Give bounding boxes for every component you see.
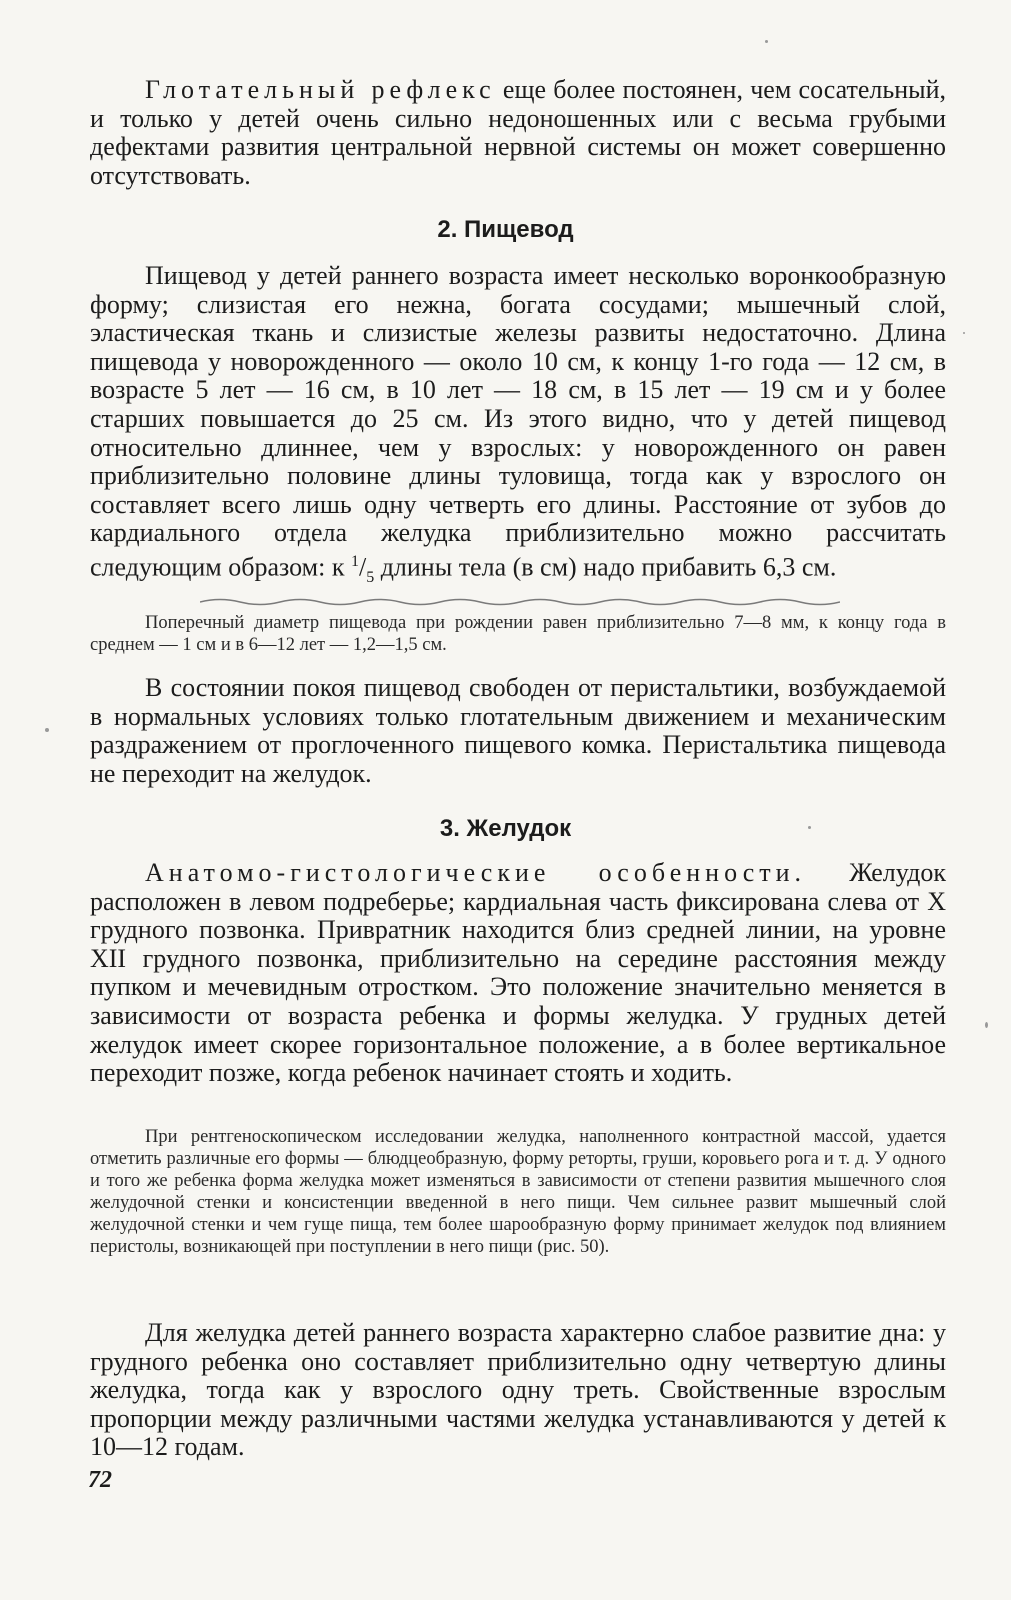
paragraph-stomach-fundus: Для желудка детей раннего возраста характерно слабое развитие дна: у грудного ребенка оно составляет приблизительно одну четвертую длины желудка, тогда как у взрослого одну треть. Свойственные взрослым пропорции между различными частями желудка устанавливаются у детей к 10—12 годам. — [90, 1318, 946, 1462]
scan-speck — [808, 826, 811, 829]
page-number: 72 — [88, 1467, 112, 1493]
spaced-emphasis: Глотательный рефлекс — [145, 75, 496, 104]
section-heading-esophagus: 2. Пищевод — [437, 216, 574, 243]
fraction-numerator: 1 — [350, 552, 359, 570]
paragraph-esophagus-peristalsis: В состоянии покоя пищевод свободен от перистальтики, возбуждаемой в нормальных условиях только глотательным движением и механическим раздражением от проглоченного пищевого комка. Перистальтика пищевода не переходит на желудок. — [90, 673, 946, 788]
paragraph-stomach-anatomy — [90, 859, 946, 1088]
paragraph-text: длины тела (в см) надо прибавить 6,3 см. — [374, 552, 837, 582]
paragraph-swallowing-reflex — [90, 76, 946, 190]
paragraph-text: еще более постоянен, чем сосательный, и только у детей очень сильно недоношенных или с весьма грубыми дефектами развития центральной нервной системы он может совершенно отсутствовать. — [90, 75, 946, 190]
note-esophagus-diameter: Поперечный диаметр пищевода при рождении равен приблизительно 7—8 мм, к концу года в среднем — 1 см и в 6—12 лет — 1,2—1,5 см. — [90, 613, 946, 655]
paragraph-text: Желудок расположен в левом подреберье; кардиальная часть фиксирована слева от X грудного позвонка. Привратник находится близ средней линии, на уровне XII грудного позвонка, приблизительно на середине расстояния между пупком и мечевидным отростком. Это положение значительно меняется в зависимости от возраста ребенка и формы желудка. У грудных детей желудок имеет скорее горизонтальное положение, а в более вертикальное переходит позже, когда ребенок начинает стоять и ходить. — [90, 858, 946, 1088]
wavy-underline — [200, 596, 840, 608]
scan-speck — [45, 728, 49, 732]
note-stomach-xray: При рентгеноскопическом исследовании желудка, наполненного контрастной массой, удается отметить различные его формы — блюдцеобразную, форму реторты, груши, коровьего рога и т. д. У одного и того же ребенка форма желудка может изменяться в зависимости от степени развития мышечного слоя желудочной стенки и консистенции введенной в него пищи. Чем сильнее развит мышечный слой желудочной стенки и чем гуще пища, тем более шарообразную форму принимает желудок под влиянием перистолы, возникающей при поступлении в него пищи (рис. 50). — [90, 1127, 946, 1257]
scan-speck — [765, 40, 768, 43]
paragraph-text: Пищевод у детей раннего возраста имеет несколько воронкообразную форму; слизистая его нежна, богата сосудами; мышечный слой, эластическая ткань и слизистые железы развиты недостаточно. Длина пищевода у новорожденного — около 10 см, к концу 1-го года — 12 см, в возрасте 5 лет — 16 см, в 10 лет — 18 см, в 15 лет — 19 см и у более старших повышается до 25 см. Из этого видно, что у детей пищевод относительно длиннее, чем у взрослых: у новорожденного он равен приблизительно половине длины туловища, тогда как у взрослого он составляет всего лишь одну четверть его длины. Расстояние от зубов до кардиального отдела желудка приблизительно можно рассчитать следующим образом: к — [90, 261, 946, 582]
scan-speck — [985, 1022, 988, 1028]
spaced-emphasis: Анатомо-гистологические особенности. — [145, 858, 807, 887]
fraction-denominator: 5 — [366, 568, 375, 586]
paragraph-esophagus-description: Пищевод у детей раннего возраста имеет несколько воронкообразную форму; слизистая его нежна, богата сосудами; мышечный слой, эластическая ткань и слизистые железы развиты недостаточно. Длина пищевода у новорожденного — около 10 см, к концу 1-го года — 12 см, в возрасте 5 лет — 16 см, в 10 лет — 18 см, в 15 лет — 19 см и у более старших повышается до 25 см. Из этого видно, что у детей пищевод относительно длиннее, чем у взрослых: у новорожденного он равен приблизительно половине длины туловища, тогда как у взрослого он составляет всего лишь одну четверть его длины. Расстояние от зубов до кардиального отдела желудка приблизительно можно рассчитать следующим образом: к $^1/_5$ длины тела (в см) надо прибавить 6,3 см. — [90, 261, 946, 586]
section-heading-stomach: 3. Желудок — [439, 815, 572, 842]
scan-speck — [963, 332, 965, 334]
